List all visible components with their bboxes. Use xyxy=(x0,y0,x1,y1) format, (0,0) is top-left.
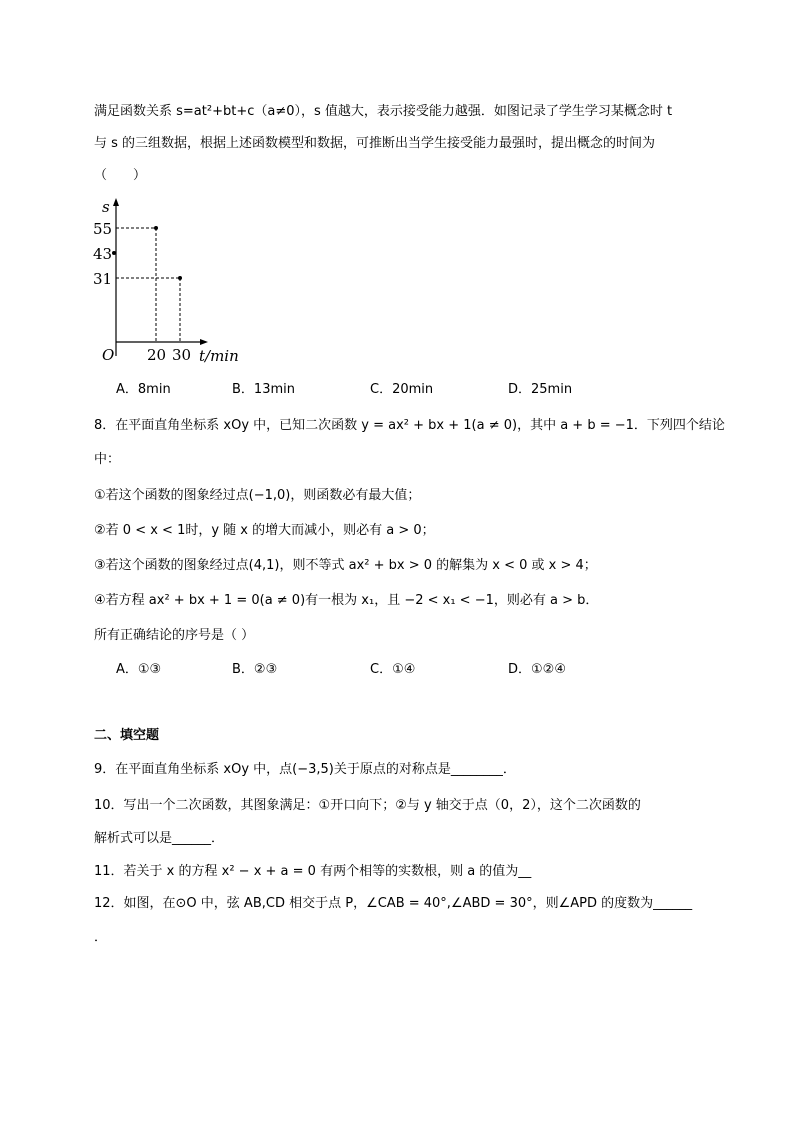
q8-option-d[interactable]: D．①②④ xyxy=(508,662,566,677)
q7-line-1: 满足函数关系 s=at²+bt+c（a≠0），s 值越大，表示接受能力越强．如图记录了学生学习某概念时 t xyxy=(94,104,673,119)
q7-option-b[interactable]: B．13min xyxy=(232,382,295,397)
q10-line-2: 解析式可以是______． xyxy=(94,831,225,846)
y-tick-55: 55 xyxy=(93,220,113,238)
y-tick-31: 31 xyxy=(93,270,113,288)
y-axis-label: s xyxy=(102,198,110,216)
q7-option-a[interactable]: A．8min xyxy=(116,382,171,397)
q8-statement-1: ①若这个函数的图象经过点(−1,0)，则函数必有最大值； xyxy=(94,488,421,503)
q9: 9．在平面直角坐标系 xOy 中，点(−3,5)关于原点的对称点是________． xyxy=(94,762,516,777)
point-30-31 xyxy=(178,276,182,280)
q8-option-c[interactable]: C．①④ xyxy=(370,662,416,677)
q8-line-1: 8．在平面直角坐标系 xOy 中，已知二次函数 y = ax² + bx + 1(a ≠ 0)，其中 a + b = −1．下列四个结论 xyxy=(94,418,725,433)
x-axis-label: t/min xyxy=(199,347,239,365)
y-tick-43: 43 xyxy=(93,245,113,263)
q8-statement-2: ②若 0 < x < 1时，y 随 x 的增大而减小，则必有 a > 0； xyxy=(94,523,435,538)
q7-option-c[interactable]: C．20min xyxy=(370,382,434,397)
origin-label: O xyxy=(102,346,115,364)
q8-option-b[interactable]: B．②③ xyxy=(232,662,278,677)
q7-option-d[interactable]: D．25min xyxy=(508,382,573,397)
q7-line-2: 与 s 的三组数据，根据上述函数模型和数据，可推断出当学生接受能力最强时，提出概念的时间为 xyxy=(94,136,656,151)
point-0-43 xyxy=(112,251,116,255)
q8-statement-3: ③若这个函数的图象经过点(4,1)，则不等式 ax² + bx > 0 的解集为 x < 0 或 x > 4； xyxy=(94,558,597,573)
q7-line-3: （ ） xyxy=(94,168,147,183)
q7-graph xyxy=(90,196,250,366)
q12-line-2: ． xyxy=(94,930,108,945)
x-tick-30: 30 xyxy=(172,346,192,364)
x-tick-20: 20 xyxy=(147,346,167,364)
section-heading: 二、填空题 xyxy=(94,728,160,743)
q12-line-1: 12．如图，在⊙O 中，弦 AB,CD 相交于点 P，∠CAB = 40°,∠ABD = 30°，则∠APD 的度数为______ xyxy=(94,896,693,911)
q8-statement-4: ④若方程 ax² + bx + 1 = 0(a ≠ 0)有一根为 x₁，且 −2 < x₁ < −1，则必有 a > b． xyxy=(94,593,599,608)
point-20-55 xyxy=(154,226,158,230)
q8-option-a[interactable]: A．①③ xyxy=(116,662,162,677)
q11: 11．若关于 x 的方程 x² − x + a = 0 有两个相等的实数根，则 a 的值为__ xyxy=(94,864,532,879)
q10-line-1: 10．写出一个二次函数，其图象满足：①开口向下；②与 y 轴交于点（0，2），这个二次函数的 xyxy=(94,798,641,813)
q8-prompt: 所有正确结论的序号是（ ） xyxy=(94,628,255,643)
q8-line-2: 中： xyxy=(94,452,121,467)
